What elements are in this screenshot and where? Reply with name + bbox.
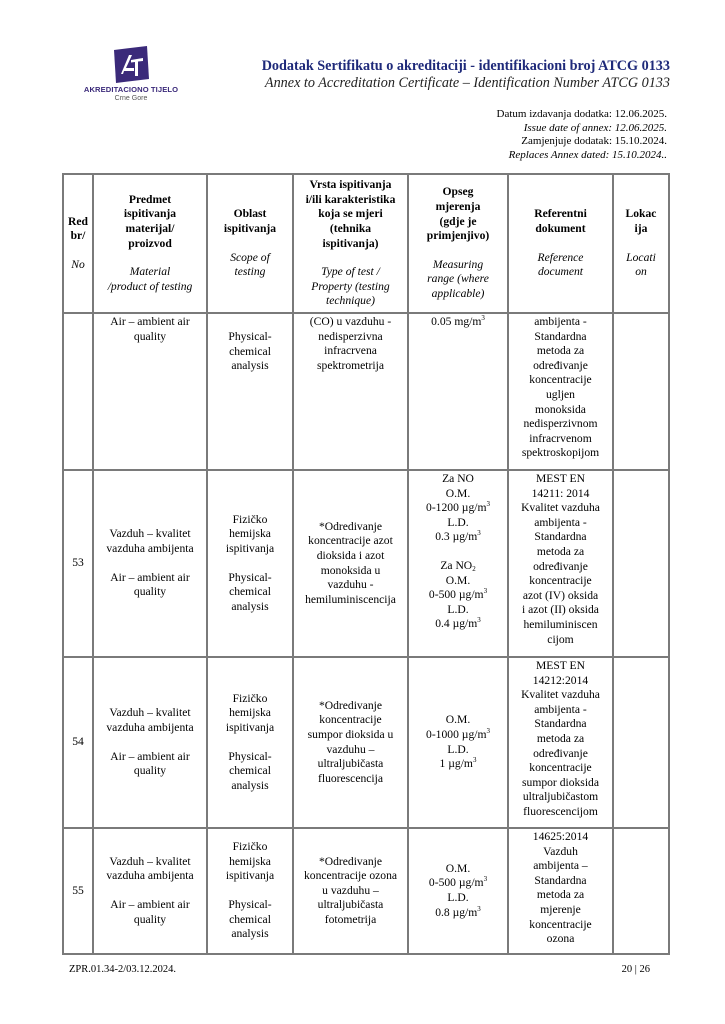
text-line: Standardna [534, 873, 587, 887]
text-line: fluorescencija [317, 771, 384, 785]
header-local-line: Opseg [442, 185, 474, 199]
text-line: ultraljubičasta [317, 898, 384, 912]
header-local-line: materijal/ [125, 221, 175, 235]
header-en-line: technique) [326, 294, 375, 308]
text-line: quality [133, 912, 167, 926]
text-line: analysis [231, 359, 269, 373]
text-line: ozona [546, 932, 575, 946]
text-line: koncentracije [529, 574, 592, 588]
cell-test [293, 828, 408, 954]
header-en-line: testing [234, 265, 266, 279]
document-title: Dodatak Sertifikatu o akreditaciji - identifikacioni broj ATCG 0133 [261, 58, 670, 74]
text-line: chemical [229, 764, 271, 778]
text-line: Kvalitet vazduha [521, 688, 600, 702]
header-en-line: Type of test / [321, 265, 380, 279]
range-value: 0.05 mg/m [431, 315, 482, 328]
text-line: Fizičko [232, 840, 268, 854]
text-line: ultraljubičasta [317, 757, 384, 771]
text-line: (CO) u vazduhu - [309, 315, 392, 328]
text-line: Physical- [228, 330, 272, 343]
text-line: spektrometrija [317, 358, 384, 372]
range-ld-value: 0.4 $\mu g/m^3$ [435, 616, 481, 631]
text-line: Vazduh – kvalitet [109, 706, 191, 720]
text-line: metoda za [536, 888, 585, 902]
range-ld-label: L.D. [447, 742, 469, 756]
text-line: Vazduh [543, 844, 578, 858]
range-ld-label: L.D. [447, 515, 469, 529]
column-header-material [93, 174, 207, 313]
header-en-line: No [71, 257, 85, 271]
text-line: Air – ambient air [110, 570, 190, 584]
text-line: u vazduhu – [322, 883, 379, 897]
text-line: metoda za [536, 731, 585, 745]
annex-dates [497, 108, 667, 162]
header-local-line: Referentni [534, 207, 587, 221]
header-en-line: Scope of [230, 250, 270, 264]
cell-location [613, 470, 669, 657]
text-line: chemical [229, 344, 271, 358]
material-local [96, 855, 204, 884]
range-om-label: O.M. [445, 861, 471, 875]
document-subtitle: Annex to Accreditation Certificate – Identification Number ATCG 0133 [264, 75, 670, 91]
text-line: ambijenta – [533, 859, 588, 873]
cell-reference [508, 657, 613, 828]
text-line: infracrvenom [529, 431, 592, 445]
text-line: nedisperzivnom [523, 417, 598, 431]
cell-no: 55 [63, 828, 93, 954]
material-en [96, 898, 204, 927]
column-header-location [613, 174, 669, 313]
header-en-line: Locati [626, 250, 656, 264]
cell-no [63, 313, 93, 470]
range-om-value: 0-1200 $\mu g/m^3$ [426, 500, 490, 515]
text-line: ispitivanja [225, 541, 275, 555]
cell-range [408, 313, 508, 470]
text-line: nedisperzivna [318, 329, 383, 343]
header-en-line: Measuring [432, 257, 484, 271]
cell-test [293, 313, 408, 470]
table-row-54 [63, 657, 669, 828]
text-line: quality [133, 585, 167, 599]
logo [70, 46, 190, 102]
material-local [96, 706, 204, 735]
material-local [96, 527, 204, 556]
text-line: monoksida u [320, 563, 381, 577]
replaces-date-en: Replaces Annex dated: 15.10.2024.. [508, 148, 667, 161]
scope-en [210, 571, 290, 615]
range-ld-value: 0.8 $\mu g/m^3$ [435, 904, 481, 919]
text-line: hemijska [229, 854, 271, 868]
header-local-line: dokument [535, 221, 586, 235]
cell-material [93, 657, 207, 828]
column-header-reference [508, 174, 613, 313]
replaces-date-local: Zamjenjuje dodatak: 15.10.2024. [521, 135, 667, 147]
header-local-line: ija [634, 221, 648, 235]
header-en-line: document [537, 265, 584, 279]
text-line: infracrvena [324, 344, 377, 358]
text-line: Vazduh – kvalitet [109, 854, 191, 868]
text-line: azot (IV) oksida [522, 588, 599, 602]
header-local-line: ispitivanja [123, 207, 177, 221]
text-line: analysis [231, 927, 269, 941]
text-line: MEST EN [535, 472, 586, 485]
cell-range [408, 470, 508, 657]
text-line: metoda za [536, 544, 585, 558]
range-om-label: O.M. [445, 713, 471, 727]
text-line: dioksida i azot [316, 548, 385, 562]
header-en-line: on [635, 265, 647, 279]
text-line: ambijenta - [534, 702, 587, 716]
text-line: chemical [229, 912, 271, 926]
column-header-scope [207, 174, 293, 313]
range-ld-label: L.D. [447, 602, 469, 616]
text-line: vazduha ambijenta [106, 720, 194, 734]
scope-en [210, 750, 290, 794]
header-local-line: i/ili karakteristika [305, 192, 396, 206]
text-line: hemijska [229, 706, 271, 720]
range-ld-value: 0.3 $\mu g/m^3$ [435, 529, 481, 544]
footer-page-number: 20 | 26 [621, 964, 650, 975]
text-line: koncentracije ozona [303, 869, 398, 883]
material-en [96, 571, 204, 600]
text-line: 14212:2014 [532, 673, 589, 687]
text-line: *Odredivanje [318, 698, 383, 712]
cell-material [93, 313, 207, 470]
header-local-line: (gdje je [439, 214, 477, 228]
header-en-line: Material [129, 265, 171, 279]
header-en-line: Reference [537, 250, 584, 264]
text-line: određivanje [533, 746, 588, 760]
table-row-55 [63, 828, 669, 954]
text-line: koncentracije [529, 373, 592, 387]
text-line: Physical- [228, 570, 272, 584]
header-en-line: applicable) [431, 286, 485, 300]
cell-scope [207, 657, 293, 828]
range-label-no: Za NO [442, 472, 474, 485]
cell-location [613, 828, 669, 954]
text-line: hemijska [229, 527, 271, 541]
scope-local [210, 513, 290, 557]
text-line: koncentracije azot [308, 534, 393, 548]
text-line: sumpor dioksida [522, 775, 599, 789]
cell-scope [207, 470, 293, 657]
cell-no: 54 [63, 657, 93, 828]
cell-test [293, 470, 408, 657]
header-local-line: Oblast [233, 207, 267, 221]
text-line: spektroskopijom [521, 446, 600, 460]
header-local-line: primjenjivo) [426, 229, 490, 243]
logo-subtitle: Crne Gore [114, 95, 148, 102]
table-row-53 [63, 470, 669, 657]
header-en-line: range (where [427, 272, 489, 286]
text-line: Fizičko [232, 512, 268, 526]
text-line: quality [133, 329, 167, 343]
text-line: ispitivanja [225, 720, 275, 734]
header-local-line: koja se mjeri [318, 207, 383, 221]
text-line: koncentracije [319, 713, 382, 727]
text-line: Physical- [228, 898, 272, 911]
text-line: sumpor dioksida u [307, 727, 394, 741]
text-line: monoksida [535, 402, 586, 416]
cell-reference [508, 828, 613, 954]
range-om-value: 0-1000 $\mu g/m^3$ [426, 726, 490, 741]
text-line: ambijenta - [534, 315, 587, 328]
text-line: Standardna [534, 717, 587, 731]
header-local-line: Red [68, 214, 88, 228]
material-en [96, 750, 204, 779]
cell-range [408, 657, 508, 828]
table-row-continued [63, 313, 669, 470]
text-line: metoda za [536, 344, 585, 358]
text-line: Standardna [534, 329, 587, 343]
text-line: određivanje [533, 358, 588, 372]
text-line: i azot (II) oksida [522, 603, 599, 617]
text-line: ispitivanja [225, 869, 275, 883]
text-line: analysis [231, 599, 269, 613]
text-line: Standardna [534, 530, 587, 544]
header-local-line: Lokac [625, 207, 657, 221]
column-header-range [408, 174, 508, 313]
range-unit-sup: 3 [481, 314, 485, 322]
cell-reference [508, 313, 613, 470]
text-line: vazduha ambijenta [106, 869, 194, 883]
cell-location [613, 313, 669, 470]
cell-scope [207, 313, 293, 470]
logo-mark-icon [112, 46, 149, 83]
scope-local [210, 692, 290, 736]
header-local-line: ispitivanja) [322, 236, 379, 250]
header-local-line: mjerenja [435, 200, 481, 214]
text-line: vazduha ambijenta [106, 541, 194, 555]
accreditation-scope-table [62, 173, 670, 955]
header-local-line: Vrsta ispitivanja [309, 178, 392, 192]
text-line: chemical [229, 585, 271, 599]
scope-local [210, 840, 290, 884]
text-line: analysis [231, 778, 269, 792]
range-om-label: O.M. [445, 573, 471, 587]
header-en-line: /product of testing [107, 279, 193, 293]
column-header-test [293, 174, 408, 313]
text-line: hemiluminiscen [523, 617, 598, 631]
range-label-no2: Za $NO_2$ [440, 558, 476, 573]
text-line: fluorescencijom [523, 804, 598, 818]
text-line: koncentracije [529, 761, 592, 775]
text-line: vazduhu - [327, 578, 374, 592]
text-line: Physical- [228, 749, 272, 763]
text-line: Air – ambient air [110, 749, 190, 763]
cell-scope [207, 828, 293, 954]
issue-date-en: Issue date of annex: 12.06.2025. [523, 121, 667, 134]
footer-document-code: ZPR.01.34-2/03.12.2024. [69, 964, 177, 975]
range-om-value: 0-500 $\mu g/m^3$ [428, 587, 488, 602]
text-line: ugljen [546, 387, 575, 401]
text-line: Vazduh – kvalitet [109, 527, 191, 541]
cell-material [93, 470, 207, 657]
header-local-line: Predmet [128, 192, 172, 206]
cell-reference [508, 470, 613, 657]
text-line: MEST EN [535, 659, 586, 672]
text-line: 14625:2014 [532, 830, 589, 843]
text-line: 14211: 2014 [531, 486, 590, 500]
text-line: vazduhu – [326, 742, 375, 756]
text-line: mjerenje [540, 902, 581, 916]
header-local-line: br/ [70, 229, 86, 243]
header-local-line: proizvod [128, 236, 172, 250]
range-om-label: O.M. [445, 486, 471, 500]
cell-no: 53 [63, 470, 93, 657]
scope-en [210, 898, 290, 942]
range-ld-value: 1 $\mu g/m^3$ [439, 756, 477, 771]
cell-material [93, 828, 207, 954]
text-line: cijom [547, 632, 574, 646]
text-line: ultraljubičastom [522, 790, 599, 804]
text-line: Kvalitet vazduha [521, 501, 600, 515]
header-local-line: ispitivanja [223, 221, 277, 235]
range-ld-label: L.D. [447, 891, 469, 904]
text-line: Air – ambient air [110, 898, 190, 911]
cell-location [613, 657, 669, 828]
text-line: *Odredivanje [318, 519, 383, 533]
text-line: *Odredivanje [318, 854, 383, 868]
cell-test [293, 657, 408, 828]
text-line: određivanje [533, 559, 588, 573]
text-line: fotometrija [324, 912, 377, 926]
cell-range [408, 828, 508, 954]
logo-name: AKREDITACIONO TIJELO [83, 85, 179, 94]
text-line: ambijenta - [534, 515, 587, 529]
text-line: quality [133, 764, 167, 778]
issue-date-local: Datum izdavanja dodatka: 12.06.2025. [496, 108, 667, 120]
range-om-value: 0-500 $\mu g/m^3$ [428, 875, 488, 890]
text-line: koncentracije [529, 917, 592, 931]
header-local-line: (tehnika [329, 221, 372, 235]
column-header-no [63, 174, 93, 313]
text-line: Air – ambient air [110, 315, 190, 328]
table-header-row [63, 174, 669, 313]
text-line: Fizičko [232, 691, 268, 705]
header-en-line: Property (testing [311, 279, 390, 293]
text-line: hemiluminiscencija [305, 592, 396, 606]
